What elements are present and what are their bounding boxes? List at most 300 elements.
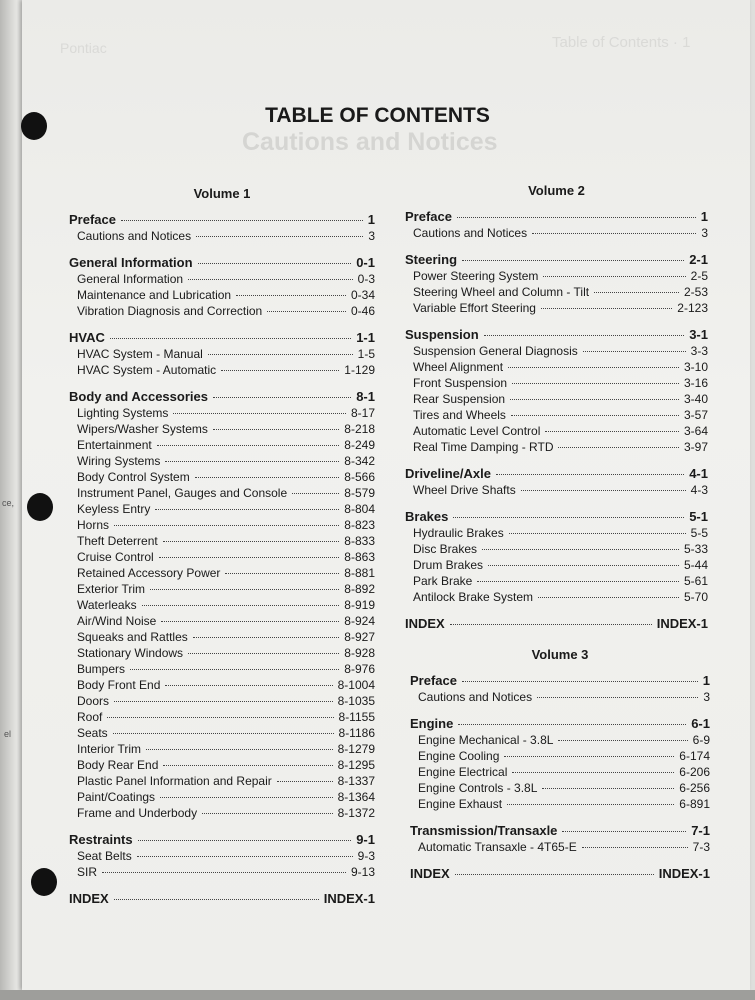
toc-engine-heading	[410, 715, 710, 732]
toc-driveline-axle-heading	[405, 465, 708, 482]
toc-paint-coatings-entry	[69, 789, 375, 805]
page-number: 8-342	[344, 454, 375, 468]
toc-label: Variable Effort Steering	[413, 301, 536, 315]
toc-label: Wipers/Washer Systems	[77, 422, 208, 436]
punch-hole-bottom	[31, 868, 57, 896]
page-number: 3-97	[683, 440, 708, 454]
toc-label: Hydraulic Brakes	[413, 526, 504, 540]
dot-leader	[457, 217, 696, 218]
page-number: 6-174	[679, 749, 710, 763]
dot-leader	[150, 589, 339, 590]
toc-label: SIR	[77, 865, 98, 879]
toc-label: General Information	[77, 272, 184, 286]
toc-section-preface	[410, 672, 710, 705]
toc-cautions-and-notices-entry	[69, 228, 375, 244]
dot-leader	[594, 292, 679, 293]
page-number: 6-891	[679, 797, 710, 811]
toc-label: Body Front End	[77, 678, 161, 692]
toc-label: Suspension General Diagnosis	[413, 344, 578, 358]
toc-label: Cautions and Notices	[413, 226, 528, 240]
toc-wheel-alignment-entry	[405, 359, 708, 375]
volume1-title: Volume 1	[193, 186, 251, 201]
dot-leader	[545, 431, 679, 432]
toc-brakes-heading	[405, 508, 708, 525]
page-number: 1-129	[344, 363, 375, 377]
page-number: 8-1372	[337, 806, 375, 820]
toc-engine-cooling-entry	[410, 748, 710, 764]
toc-general-information-entry	[69, 271, 375, 287]
dot-leader	[509, 533, 686, 534]
volume2-title: Volume 2	[528, 183, 585, 198]
dot-leader	[504, 756, 674, 757]
bleed-through-subtitle: Cautions and Notices	[242, 128, 498, 156]
dot-leader	[521, 490, 686, 491]
dot-leader	[130, 669, 339, 670]
toc-horns-entry	[69, 517, 375, 533]
dot-leader	[511, 415, 679, 416]
toc-preface-heading	[410, 672, 710, 689]
page-number: 9-13	[350, 865, 375, 879]
toc-label: Transmission/Transaxle	[410, 823, 558, 838]
toc-label: Antilock Brake System	[413, 590, 534, 604]
page-number: 6-9	[692, 733, 710, 747]
toc-label: Seat Belts	[77, 849, 132, 863]
dot-leader	[482, 549, 679, 550]
toc-engine-electrical-entry	[410, 764, 710, 780]
toc-section-suspension	[405, 326, 708, 455]
toc-label: HVAC	[69, 330, 105, 345]
page-number: 8-17	[350, 406, 375, 420]
toc-label: Brakes	[405, 509, 449, 524]
page-number: 8-218	[344, 422, 375, 436]
toc-entertainment-entry	[69, 437, 375, 453]
page-number: 3-16	[683, 376, 708, 390]
dot-leader	[477, 581, 679, 582]
toc-label: Stationary Windows	[77, 646, 184, 660]
page-number: 8-1279	[337, 742, 375, 756]
toc-label: Tires and Wheels	[413, 408, 506, 422]
toc-label: Roof	[77, 710, 103, 724]
volume-1-column	[69, 186, 375, 907]
toc-label: Wiring Systems	[77, 454, 161, 468]
toc-vibration-diagnosis-and-correction-entry	[69, 303, 375, 319]
toc-preface-heading	[69, 211, 375, 228]
toc-maintenance-and-lubrication-entry	[69, 287, 375, 303]
punch-hole-middle	[27, 493, 53, 521]
toc-label: Cautions and Notices	[418, 690, 533, 704]
page-number: INDEX-1	[658, 866, 710, 881]
toc-steering-wheel-and-column-tilt-entry	[405, 284, 708, 300]
page-number: 5-5	[690, 526, 708, 540]
toc-label: Squeaks and Rattles	[77, 630, 188, 644]
toc-label: Exterior Trim	[77, 582, 146, 596]
page-number: 1-1	[356, 330, 375, 345]
toc-label: Instrument Panel, Gauges and Console	[77, 486, 288, 500]
toc-sir-entry	[69, 864, 375, 880]
dot-leader	[193, 637, 340, 638]
dot-leader	[196, 236, 363, 237]
dot-leader	[208, 354, 353, 355]
dot-leader	[292, 493, 339, 494]
toc-power-steering-system-entry	[405, 268, 708, 284]
page-number: 2-1	[689, 252, 708, 267]
toc-label: Retained Accessory Power	[77, 566, 221, 580]
page-number: 8-1364	[337, 790, 375, 804]
toc-plastic-panel-information-and-repair-entry	[69, 773, 375, 789]
toc-label: Restraints	[69, 832, 133, 847]
toc-label: Drum Brakes	[413, 558, 484, 572]
dot-leader	[558, 740, 687, 741]
dot-leader	[538, 597, 679, 598]
bottom-shadow	[0, 990, 755, 1000]
dot-leader	[188, 653, 339, 654]
toc-exterior-trim-entry	[69, 581, 375, 597]
page-number: 8-1295	[337, 758, 375, 772]
toc-suspension-heading	[405, 326, 708, 343]
page-number: 8-566	[344, 470, 375, 484]
toc-section-preface	[69, 211, 375, 244]
dot-leader	[462, 260, 684, 261]
dot-leader	[159, 557, 340, 558]
toc-label: Theft Deterrent	[77, 534, 158, 548]
toc-label: Horns	[77, 518, 110, 532]
page-number: 3-10	[683, 360, 708, 374]
page-number: 8-927	[344, 630, 375, 644]
toc-squeaks-and-rattles-entry	[69, 629, 375, 645]
toc-label: Body Rear End	[77, 758, 159, 772]
page-number: 0-46	[350, 304, 375, 318]
toc-label: Bumpers	[77, 662, 126, 676]
toc-seats-entry	[69, 725, 375, 741]
dot-leader	[496, 474, 684, 475]
dot-leader	[488, 565, 679, 566]
toc-label: General Information	[69, 255, 193, 270]
toc-wiring-systems-entry	[69, 453, 375, 469]
bleed-through-header-right: Table of Contents · 1	[552, 34, 691, 51]
dot-leader	[462, 681, 698, 682]
dot-leader	[202, 813, 333, 814]
page-number: 2-5	[690, 269, 708, 283]
toc-label: Preface	[405, 209, 452, 224]
toc-theft-deterrent-entry	[69, 533, 375, 549]
toc-suspension-general-diagnosis-entry	[405, 343, 708, 359]
page-number: 8-863	[344, 550, 375, 564]
toc-park-brake-entry	[405, 573, 708, 589]
dot-leader	[507, 804, 674, 805]
toc-air-wind-noise-entry	[69, 613, 375, 629]
page-number: 3	[701, 226, 708, 240]
volume3-title: Volume 3	[531, 647, 589, 662]
dot-leader	[537, 697, 698, 698]
toc-cautions-and-notices-entry	[410, 689, 710, 705]
page-number: 9-1	[356, 832, 375, 847]
toc-label: Steering Wheel and Column - Tilt	[413, 285, 590, 299]
toc-label: Engine Cooling	[418, 749, 500, 763]
dot-leader	[484, 335, 685, 336]
toc-label: Paint/Coatings	[77, 790, 156, 804]
dot-leader	[113, 733, 334, 734]
page-number: 3-64	[683, 424, 708, 438]
toc-hvac-system-automatic-entry	[69, 362, 375, 378]
toc-waterleaks-entry	[69, 597, 375, 613]
toc-label: Doors	[77, 694, 110, 708]
toc-transmission-transaxle-heading	[410, 822, 710, 839]
toc-steering-heading	[405, 251, 708, 268]
dot-leader	[543, 276, 685, 277]
page-number: 8-804	[344, 502, 375, 516]
toc-label: INDEX	[410, 866, 450, 881]
page-number: 2-53	[683, 285, 708, 299]
toc-label: Rear Suspension	[413, 392, 506, 406]
page-number: 5-44	[683, 558, 708, 572]
toc-wipers-washer-systems-entry	[69, 421, 375, 437]
toc-label: Cautions and Notices	[77, 229, 192, 243]
dot-leader	[455, 874, 654, 875]
toc-label: Frame and Underbody	[77, 806, 198, 820]
toc-label: Park Brake	[413, 574, 473, 588]
toc-label: Power Steering System	[413, 269, 539, 283]
dot-leader	[562, 831, 686, 832]
dot-leader	[157, 445, 340, 446]
toc-frame-and-underbody-entry	[69, 805, 375, 821]
toc-rear-suspension-entry	[405, 391, 708, 407]
dot-leader	[188, 279, 353, 280]
dot-leader	[213, 397, 351, 398]
toc-label: Engine Mechanical - 3.8L	[418, 733, 554, 747]
toc-wheel-drive-shafts-entry	[405, 482, 708, 498]
page-number: 7-1	[691, 823, 710, 838]
dot-leader	[114, 899, 319, 900]
toc-label: INDEX	[69, 891, 109, 906]
toc-label: Preface	[410, 673, 457, 688]
toc-label: Entertainment	[77, 438, 152, 452]
toc-hvac-heading	[69, 329, 375, 346]
toc-keyless-entry-entry	[69, 501, 375, 517]
toc-label: INDEX	[405, 616, 445, 631]
toc-retained-accessory-power-entry	[69, 565, 375, 581]
dot-leader	[225, 573, 339, 574]
toc-label: Wheel Drive Shafts	[413, 483, 516, 497]
toc-label: Keyless Entry	[77, 502, 151, 516]
dot-leader	[173, 413, 346, 414]
toc-label: Driveline/Axle	[405, 466, 491, 481]
toc-section-index	[405, 615, 708, 632]
toc-antilock-brake-system-entry	[405, 589, 708, 605]
toc-seat-belts-entry	[69, 848, 375, 864]
page-number: 8-1337	[337, 774, 375, 788]
page-number: 8-924	[344, 614, 375, 628]
page-number: 8-1035	[337, 694, 375, 708]
page-number: 6-256	[679, 781, 710, 795]
page-number: 0-3	[357, 272, 375, 286]
toc-section-engine	[410, 715, 710, 812]
toc-index-heading	[405, 615, 708, 632]
toc-engine-mechanical-3-8l-entry	[410, 732, 710, 748]
page-number: 8-881	[344, 566, 375, 580]
toc-label: Steering	[405, 252, 458, 267]
dot-leader	[114, 701, 333, 702]
dot-leader	[450, 624, 652, 625]
dot-leader	[582, 847, 688, 848]
toc-automatic-level-control-entry	[405, 423, 708, 439]
toc-label: Disc Brakes	[413, 542, 478, 556]
dot-leader	[508, 367, 679, 368]
toc-section-index	[410, 865, 710, 882]
dot-leader	[163, 765, 332, 766]
toc-label: Air/Wind Noise	[77, 614, 157, 628]
toc-roof-entry	[69, 709, 375, 725]
dot-leader	[165, 461, 339, 462]
page-number: 3-40	[683, 392, 708, 406]
page-number: 3-3	[690, 344, 708, 358]
dot-leader	[146, 749, 333, 750]
dot-leader	[198, 263, 352, 264]
toc-front-suspension-entry	[405, 375, 708, 391]
toc-hvac-system-manual-entry	[69, 346, 375, 362]
dot-leader	[114, 525, 339, 526]
dot-leader	[458, 724, 686, 725]
page-number: 1	[702, 673, 710, 688]
dot-leader	[532, 233, 696, 234]
toc-label: Body and Accessories	[69, 389, 208, 404]
page-number: 3	[703, 690, 710, 704]
dot-leader	[163, 541, 340, 542]
page-number: 8-1004	[337, 678, 375, 692]
toc-label: Engine Controls - 3.8L	[418, 781, 538, 795]
dot-leader	[121, 220, 363, 221]
page-number: 8-249	[344, 438, 375, 452]
toc-bumpers-entry	[69, 661, 375, 677]
toc-section-body-and-accessories	[69, 388, 375, 821]
toc-label: Engine	[410, 716, 454, 731]
toc-label: Plastic Panel Information and Repair	[77, 774, 272, 788]
edge-mark-2: el	[4, 729, 12, 739]
toc-label: Front Suspension	[413, 376, 508, 390]
volume-3-column	[410, 647, 710, 882]
toc-label: Engine Electrical	[418, 765, 508, 779]
dot-leader	[138, 840, 352, 841]
toc-label: Real Time Damping - RTD	[413, 440, 554, 454]
dot-leader	[453, 517, 684, 518]
page-number: 8-823	[344, 518, 375, 532]
toc-section-index	[69, 890, 375, 907]
toc-cruise-control-entry	[69, 549, 375, 565]
page-number: 8-1155	[338, 710, 375, 724]
page-number: 3	[368, 229, 375, 243]
toc-general-information-heading	[69, 254, 375, 271]
edge-mark-1: ce,	[2, 498, 15, 508]
dot-leader	[510, 399, 679, 400]
dot-leader	[102, 872, 346, 873]
toc-variable-effort-steering-entry	[405, 300, 708, 316]
dot-leader	[161, 621, 339, 622]
toc-label: HVAC System - Manual	[77, 347, 203, 361]
toc-engine-controls-3-8l-entry	[410, 780, 710, 796]
toc-section-transmission-transaxle	[410, 822, 710, 855]
page-number: 8-579	[344, 486, 375, 500]
page-number: 0-1	[356, 255, 375, 270]
page-number: 6-1	[691, 716, 710, 731]
toc-label: Wheel Alignment	[413, 360, 504, 374]
dot-leader	[213, 429, 339, 430]
toc-section-steering	[405, 251, 708, 316]
toc-label: Waterleaks	[77, 598, 137, 612]
page-number: 3-57	[683, 408, 708, 422]
toc-disc-brakes-entry	[405, 541, 708, 557]
dot-leader	[165, 685, 332, 686]
toc-section-restraints	[69, 831, 375, 880]
toc-lighting-systems-entry	[69, 405, 375, 421]
dot-leader	[155, 509, 339, 510]
toc-label: Suspension	[405, 327, 479, 342]
dot-leader	[583, 351, 686, 352]
page-number: 1	[700, 209, 708, 224]
toc-label: Maintenance and Lubrication	[77, 288, 232, 302]
page-number: 1-5	[357, 347, 375, 361]
toc-doors-entry	[69, 693, 375, 709]
page-number: 4-1	[689, 466, 708, 481]
page-number: 7-3	[692, 840, 710, 854]
toc-body-front-end-entry	[69, 677, 375, 693]
toc-body-and-accessories-heading	[69, 388, 375, 405]
dot-leader	[137, 856, 353, 857]
dot-leader	[541, 308, 672, 309]
toc-label: Preface	[69, 212, 116, 227]
toc-label: Engine Exhaust	[418, 797, 503, 811]
page-number: 4-3	[690, 483, 708, 497]
page-number: 8-892	[344, 582, 375, 596]
dot-leader	[107, 717, 333, 718]
dot-leader	[512, 772, 674, 773]
toc-section-hvac	[69, 329, 375, 378]
page-number: INDEX-1	[656, 616, 708, 631]
page-number: 9-3	[357, 849, 375, 863]
page-number: 5-33	[683, 542, 708, 556]
toc-engine-exhaust-entry	[410, 796, 710, 812]
toc-interior-trim-entry	[69, 741, 375, 757]
toc-body-control-system-entry	[69, 469, 375, 485]
toc-section-driveline-axle	[405, 465, 708, 498]
toc-real-time-damping-rtd-entry	[405, 439, 708, 455]
page-number: 8-1	[356, 389, 375, 404]
page-number: 5-1	[689, 509, 708, 524]
toc-body-rear-end-entry	[69, 757, 375, 773]
page-number: 1	[367, 212, 375, 227]
toc-tires-and-wheels-entry	[405, 407, 708, 423]
page-number: 2-123	[677, 301, 708, 315]
toc-label: HVAC System - Automatic	[77, 363, 217, 377]
page-number: 8-833	[344, 534, 375, 548]
page-number: 0-34	[350, 288, 375, 302]
dot-leader	[267, 311, 346, 312]
dot-leader	[195, 477, 340, 478]
dot-leader	[110, 338, 351, 339]
toc-label: Body Control System	[77, 470, 190, 484]
dot-leader	[236, 295, 346, 296]
dot-leader	[221, 370, 339, 371]
page-number: 6-206	[679, 765, 710, 779]
page-number: 8-919	[344, 598, 375, 612]
dot-leader	[542, 788, 674, 789]
toc-label: Seats	[77, 726, 108, 740]
toc-automatic-transaxle-4t65-e-entry	[410, 839, 710, 855]
toc-hydraulic-brakes-entry	[405, 525, 708, 541]
toc-label: Interior Trim	[77, 742, 142, 756]
volume-2-column	[405, 183, 708, 632]
toc-label: Cruise Control	[77, 550, 154, 564]
toc-section-preface	[405, 208, 708, 241]
toc-instrument-panel-gauges-and-console-entry	[69, 485, 375, 501]
